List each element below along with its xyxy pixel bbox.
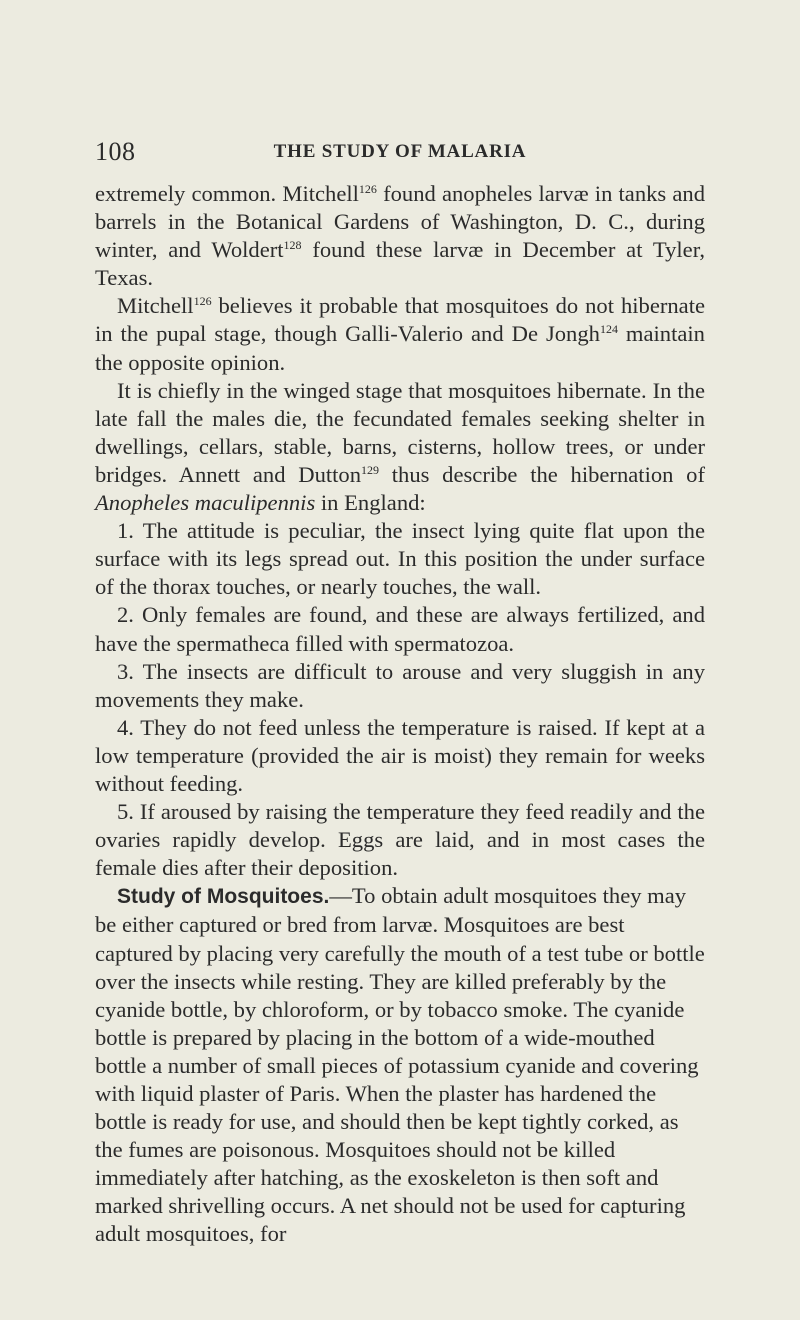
citation-ref: 128 bbox=[283, 238, 302, 253]
paragraph-1: extremely common. Mitchell$^{126}$ found anopheles larvæ in tanks and barrels in the Botanical Gardens of Washington, D. C., during winter, and Woldert$^{128}$ found these larvæ in December at Tyler, Texas. bbox=[95, 181, 705, 291]
page-number: 108 bbox=[95, 137, 136, 166]
paragraph-2: Mitchell$^{126}$ believes it probable that mosquitoes do not hibernate in the pupal stage, though Galli-Valerio and De Jongh$^{124}$ maintain the opposite opinion. bbox=[95, 293, 705, 375]
list-item-1: 1. The attitude is peculiar, the insect lying quite flat upon the surface with its legs spread out. In this position the under surface of the thorax touches, or nearly touches, the wall. bbox=[95, 518, 705, 600]
list-item-5: 5. If aroused by raising the temperature they feed readily and the ovaries rapidly develop. Eggs are laid, and in most cases the female dies after their deposition. bbox=[95, 799, 705, 881]
body-text bbox=[95, 180, 705, 1249]
citation-ref: 126 bbox=[193, 294, 212, 309]
citation-ref: 126 bbox=[358, 182, 377, 196]
section-heading: Study of Mosquitoes. bbox=[117, 885, 330, 909]
list-item-3: 3. The insects are difficult to arouse and very sluggish in any movements they make. bbox=[95, 658, 705, 712]
running-head: THE STUDY OF MALARIA bbox=[273, 141, 527, 162]
citation-ref: 129 bbox=[361, 462, 380, 477]
species-name: Anopheles maculipennis bbox=[95, 490, 316, 516]
list-item-4: 4. They do not feed unless the temperature is raised. If kept at a low temperature (provided the air is moist) they remain for weeks without feeding. bbox=[95, 714, 705, 796]
list-item-2: 2. Only females are found, and these are always fertilized, and have the spermatheca filled with spermatozoa. bbox=[95, 602, 705, 656]
paragraph-3: It is chiefly in the winged stage that mosquitoes hibernate. In the late fall the males die, the fecundated females seeking shelter in dwellings, cellars, stable, barns, cisterns, hollow trees, or under bridges. Annett and Dutton$^{129}$ thus describe the hibernation of Anopheles maculipennis in England: bbox=[95, 377, 705, 516]
page-header bbox=[95, 137, 705, 167]
citation-ref: 124 bbox=[599, 322, 618, 337]
paragraph-study-of-mosquitoes: Study of Mosquitoes.—To obtain adult mosquitoes they may be either captured or bred from larvæ. Mosquitoes are best captured by placing very carefully the mouth of a test tube or bottle over the insects while resting. They are killed preferably by the cyanide bottle, by chloroform, or by tobacco smoke. The cyanide bottle is prepared by placing in the bottom of a wide-mouthed bottle a number of small pieces of potassium cyanide and covering with liquid plaster of Paris. When the plaster has hardened the bottle is ready for use, and should then be kept tightly corked, as the fumes are poisonous. Mosquitoes should not be killed immediately after hatching, as the exoskeleton is then soft and marked shrivelling occurs. A net should not be used for capturing adult mosquitoes, for bbox=[95, 883, 705, 1247]
